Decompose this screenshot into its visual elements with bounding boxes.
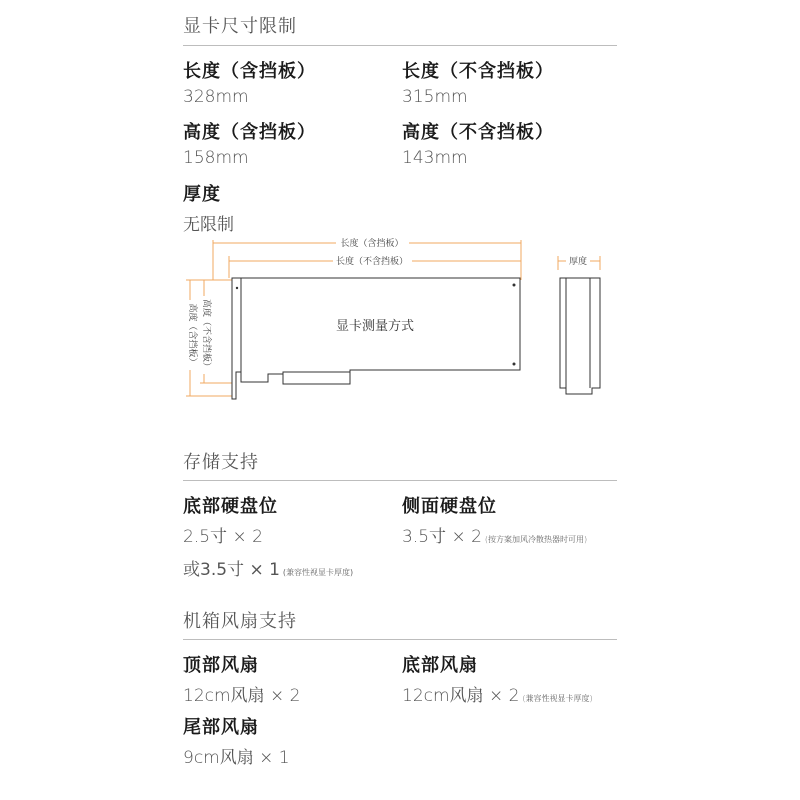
spec-label: 底部风扇 [402,655,478,676]
dim-label-height-without: 高度（不含挡板） [201,298,211,372]
fan-rear [183,713,290,768]
spec-value-alt-text: 或3.5寸 × 1 [183,560,280,580]
spec-value: 12cm风扇 × 2 [402,686,520,706]
spec-label: 侧面硬盘位 [402,496,497,517]
spec-value: 9cm风扇 × 1 [183,748,290,768]
spec-note: (按方案加风冷散热器时可用) [484,535,588,544]
spec-label: 长度（含挡板） [183,61,316,82]
spec-label: 长度（不含挡板） [402,61,554,82]
spec-value-row [402,522,587,547]
dim-label-length-without: 长度（不含挡板） [335,257,409,267]
spec-label: 厚度 [183,184,221,205]
spec-value: 无限制 [183,215,234,235]
spec-label: 底部硬盘位 [183,496,278,517]
spec-value-row [402,681,593,706]
spec-value: 143mm [402,148,468,168]
spec-value-alt [183,555,353,580]
spec-value: 3.5寸 × 2 [402,527,482,547]
storage-section-title: 存储支持 [183,452,259,473]
spec-label: 高度（不含挡板） [402,122,554,143]
gpu-section-title: 显卡尺寸限制 [183,16,297,37]
dim-label-thickness: 厚度 [568,257,588,267]
storage-section-divider [183,480,617,481]
storage-bottom-bay [183,492,353,580]
spec-value: 315mm [402,87,468,107]
fan-section-title: 机箱风扇支持 [183,611,297,632]
dim-label-length-with: 长度（含挡板） [340,239,404,249]
spec-note: (兼容性视显卡厚度) [522,694,593,703]
storage-side-bay [402,492,587,547]
spec-label: 尾部风扇 [183,717,259,738]
fan-top [183,651,300,706]
spec-label: 高度（含挡板） [183,122,316,143]
spec-value: 328mm [183,87,249,107]
spec-value: 12cm风扇 × 2 [183,686,301,706]
spec-value: 158mm [183,148,249,168]
fan-bottom [402,651,593,706]
fan-section-divider [183,639,617,640]
spec-label: 顶部风扇 [183,655,259,676]
dim-label-height-with: 高度（含挡板） [187,303,197,367]
spec-value: 2.5寸 × 2 [183,527,263,547]
diagram-center-label: 显卡测量方式 [335,319,415,334]
spec-note: (兼容性视显卡厚度) [282,568,354,577]
